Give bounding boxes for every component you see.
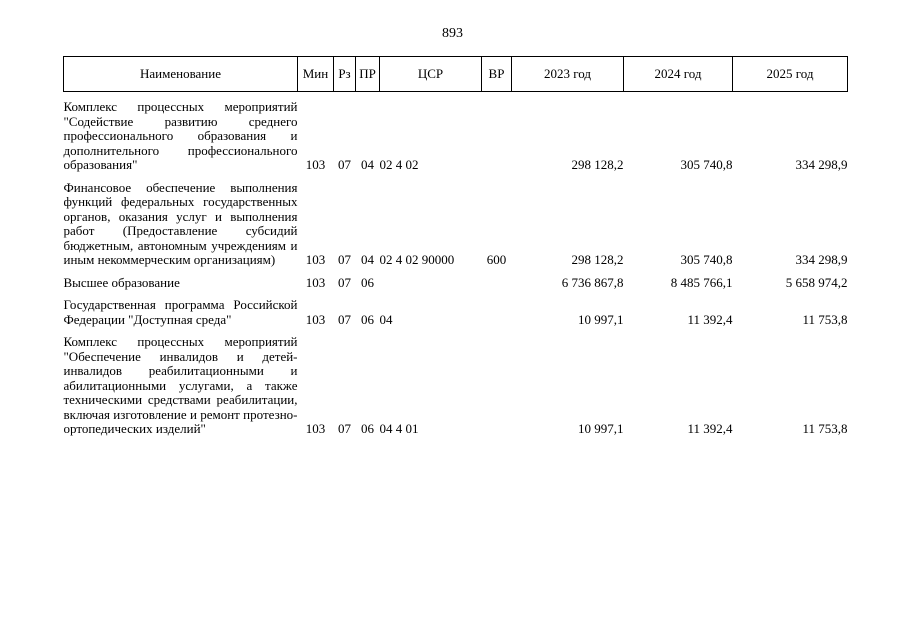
- row-min: 103: [305, 274, 326, 290]
- header-pr: ПР: [356, 57, 380, 92]
- row-2025: 5 658 974,2: [785, 274, 848, 290]
- table-row: [64, 173, 848, 268]
- row-csr: 02 4 02 90000: [379, 252, 455, 267]
- header-2023: 2023 год: [512, 57, 624, 92]
- row-vr: 600: [486, 252, 507, 267]
- table-header-row: [64, 57, 848, 92]
- header-min: Мин: [298, 57, 334, 92]
- row-name: Комплекс процессных мероприятий "Содействие развитию среднего профессионального образования и дополнительного профессионального образования": [63, 99, 298, 172]
- row-2025: 334 298,9: [795, 252, 848, 267]
- header-2024: 2024 год: [624, 57, 733, 92]
- row-2025: 334 298,9: [795, 157, 848, 172]
- row-name: Государственная программа Российской Федерации "Доступная среда": [63, 297, 298, 327]
- row-pr: 04: [361, 252, 374, 267]
- row-min: 103: [305, 311, 326, 327]
- table-row: [64, 327, 848, 437]
- row-vr: [482, 327, 512, 437]
- row-2023: 6 736 867,8: [561, 274, 624, 290]
- row-rz: 07: [338, 274, 351, 290]
- row-2023: 10 997,1: [578, 311, 624, 327]
- row-csr: [380, 268, 482, 291]
- page-number: 893: [442, 26, 463, 41]
- row-pr: 06: [361, 421, 374, 436]
- row-2024: 305 740,8: [680, 157, 733, 172]
- row-name: Комплекс процессных мероприятий "Обеспечение инвалидов и детей-инвалидов реабилитационными и абилитационными услугами, а также техническими средствами реабилитации, включая изготовление и ремонт протезно-ортопедических изделий": [63, 334, 298, 436]
- row-rz: 07: [338, 252, 351, 267]
- row-2024: 305 740,8: [680, 252, 733, 267]
- row-pr: 06: [361, 274, 374, 290]
- row-2023: 298 128,2: [571, 157, 624, 172]
- row-pr: 06: [361, 311, 374, 327]
- table-row: [64, 92, 848, 173]
- budget-table: [63, 56, 848, 437]
- table-row: [64, 268, 848, 291]
- row-2025: 11 753,8: [802, 421, 848, 436]
- row-pr: 04: [361, 157, 374, 172]
- row-name: Финансовое обеспечение выполнения функций федеральных государственных органов, оказания услуг и выполнения работ (Предоставление субсидий бюджетным, автономным учреждениям и иным некоммерческим организациям): [63, 179, 298, 267]
- row-min: 103: [305, 157, 326, 172]
- row-2023: 10 997,1: [578, 421, 624, 436]
- row-rz: 07: [338, 311, 351, 327]
- header-rz: Рз: [334, 57, 356, 92]
- row-csr: 04: [379, 311, 393, 327]
- row-min: 103: [305, 252, 326, 267]
- header-name: Наименование: [64, 57, 298, 92]
- row-vr: [482, 268, 512, 291]
- row-csr: 04 4 01: [379, 421, 419, 436]
- header-2025: 2025 год: [733, 57, 848, 92]
- row-vr: [482, 290, 512, 327]
- row-2024: 11 392,4: [687, 311, 733, 327]
- row-2023: 298 128,2: [571, 252, 624, 267]
- row-name: Высшее образование: [63, 274, 180, 290]
- row-rz: 07: [338, 157, 351, 172]
- header-csr: ЦСР: [380, 57, 482, 92]
- table-row: [64, 290, 848, 327]
- row-2024: 11 392,4: [687, 421, 733, 436]
- row-2024: 8 485 766,1: [670, 274, 733, 290]
- row-rz: 07: [338, 421, 351, 436]
- row-csr: 02 4 02: [379, 157, 419, 172]
- row-min: 103: [305, 421, 326, 436]
- header-vr: ВР: [482, 57, 512, 92]
- row-vr: [482, 92, 512, 173]
- row-2025: 11 753,8: [802, 311, 848, 327]
